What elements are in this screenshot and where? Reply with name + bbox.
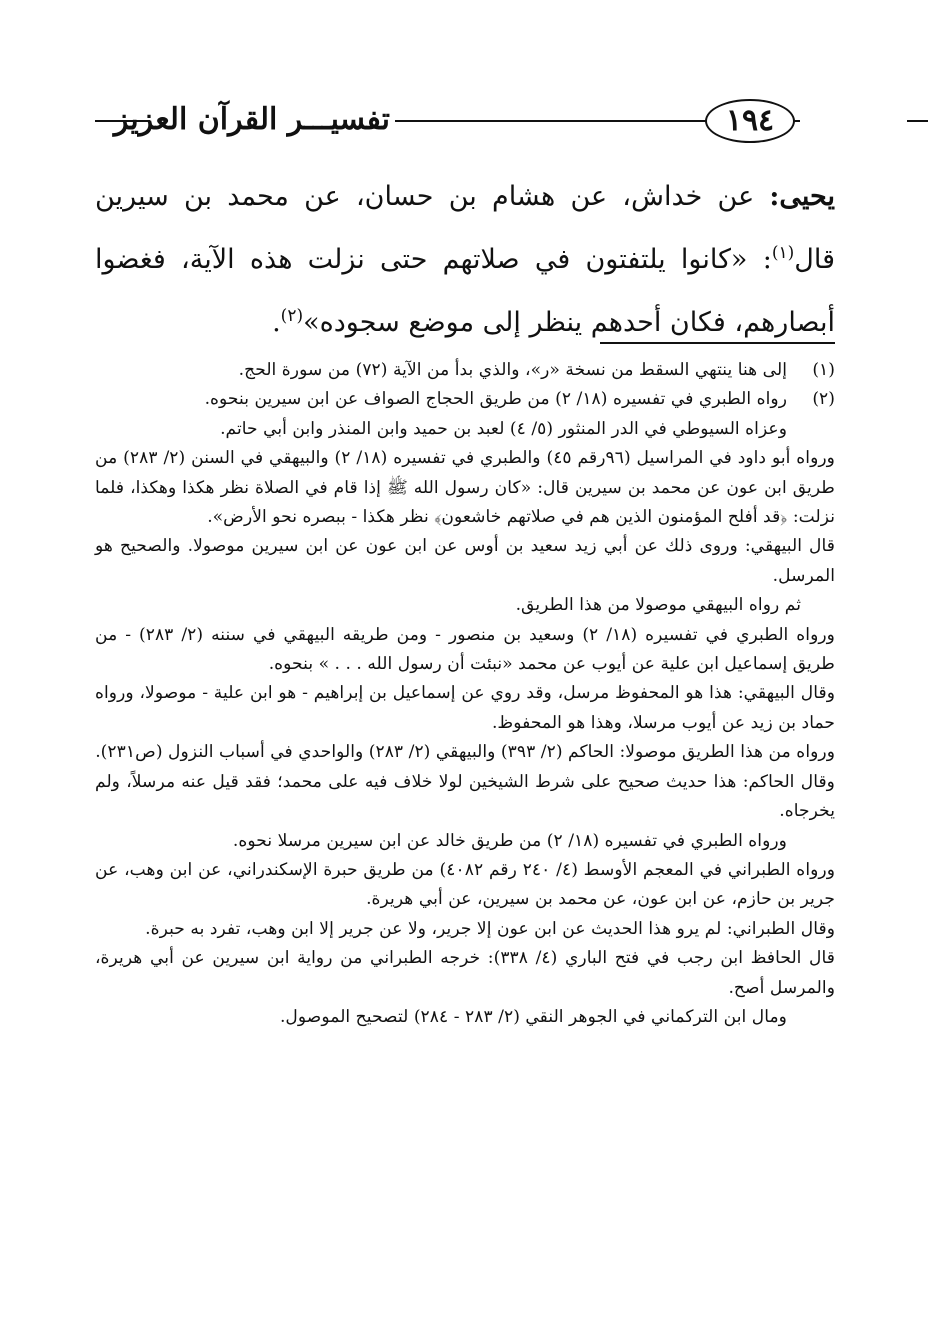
footnotes-section [95, 356, 835, 1032]
footnote-separator [600, 342, 835, 344]
footnote-ref-2: (٢) [280, 306, 304, 326]
page-header [95, 92, 835, 148]
footnote-paragraph: قال الحافظ ابن رجب في فتح الباري (٤/ ٣٣٨): خرجه الطبراني من رواية ابن سيرين عن أبي هريرة، والمرسل أصح. [95, 948, 835, 998]
footnote-text: رواه الطبري في تفسيره (١٨/ ٢) من طريق الحجاج الصواف عن ابن سيرين بنحوه. [204, 389, 787, 410]
footnote-paragraph: قال البيهقي: وروى ذلك عن أبي زيد سعيد بن أوس عن ابن عون عن ابن سيرين موصولا. والصحيح هو المرسل. [95, 536, 835, 586]
footnote-1 [95, 356, 835, 385]
footnote-2 [95, 385, 835, 414]
running-title: تفسيـــر القرآن العزيز [113, 102, 390, 137]
footnote-paragraph: ورواه الطبري في تفسيره (١٨/ ٢) وسعيد بن منصور - ومن طريقه البيهقي في سننه (٢/ ٢٨٣) - من طريق إسماعيل ابن علية عن أيوب عن محمد «نبئت أن رسول الله . . . » بنحوه. [95, 624, 835, 675]
colon: : [762, 244, 772, 275]
isnad-text: عن خداش، عن هشام بن حسان، عن محمد بن سيرين قال [95, 181, 836, 275]
hadith-quote: «كانوا يلتفتون في صلاتهم حتى نزلت هذه الآية، فغضوا أبصارهم، فكان أحدهم ينظر إلى موضع سجوده» [95, 244, 835, 338]
sentence-end: . [272, 307, 281, 338]
footnote-paragraph: ثم رواه البيهقي موصولا من هذا الطريق. [515, 595, 801, 616]
footnote-paragraph: ورواه الطبري في تفسيره (١٨/ ٢) من طريق خالد عن ابن سيرين مرسلا نحوه. [232, 830, 787, 851]
main-paragraph [95, 168, 835, 351]
header-rule-right [907, 120, 928, 122]
narrator-lead: يحيى: [769, 181, 835, 212]
page-number-oval: ١٩٤ [705, 99, 795, 143]
footnote-text: إلى هنا ينتهي السقط من نسخة «ر»، والذي بدأ من الآية (٧٢) من سورة الحج. [238, 360, 787, 380]
footnote-paragraph: ورواه من هذا الطريق موصولا: الحاكم (٢/ ٣٩٣) والبيهقي (٢/ ٢٨٣) والواحدي في أسباب النزول (ص٢٣١). [95, 742, 835, 763]
footnote-paragraph: ومال ابن التركماني في الجوهر النقي (٢/ ٢٨٣ - ٢٨٤) لتصحيح الموصول. [279, 1006, 787, 1027]
footnote-paragraph: وقال الطبراني: لم يرو هذا الحديث عن ابن عون إلا جرير، ولا عن جرير إلا ابن وهب، تفرد به حبرة. [145, 918, 835, 939]
footnote-ref-1: (١) [771, 243, 795, 263]
footnote-paragraph: وعزاه السيوطي في الدر المنثور (٥/ ٤) لعبد بن حميد وابن المنذر وابن أبي حاتم. [220, 418, 787, 439]
footnote-paragraph: ورواه أبو داود في المراسيل (٩٦رقم ٤٥) والطبري في تفسيره (١٨/ ٢) والبيهقي في السنن (٢/ ٢٨٣) من طريق ابن عون عن محمد بن سيرين قال: «كان رسول الله ﷺ إذا قام في الصلاة نظر هكذا وهكذا، فلما نزلت: ﴿قد أفلح المؤمنون الذين هم في صلاتهم خاشعون﴾ نظر هكذا - ببصره نحو الأرض». [95, 448, 835, 528]
footnote-paragraph: وقال الحاكم: هذا حديث صحيح على شرط الشيخين لولا خلاف فيه على محمد؛ فقد قيل عنه مرسلاً، ولم يخرجاه. [95, 771, 835, 822]
footnote-number: (١) [812, 360, 835, 380]
footnote-paragraph: ورواه الطبراني في المعجم الأوسط (٤/ ٢٤٠ رقم ٤٠٨٢) من طريق حبرة الإسكندراني، عن ابن وهب، عن جرير بن حازم، عن ابن عون، عن محمد بن سيرين، عن أبي هريرة. [95, 859, 835, 910]
footnote-paragraph: وقال البيهقي: هذا هو المحفوظ مرسل، وقد روي عن إسماعيل بن إبراهيم - هو ابن علية - موصولا، ورواه حماد بن زيد عن أيوب مرسلا، وهذا هو المحفوظ. [95, 683, 835, 733]
main-text [95, 168, 835, 351]
footnote-number: (٢) [812, 389, 835, 410]
